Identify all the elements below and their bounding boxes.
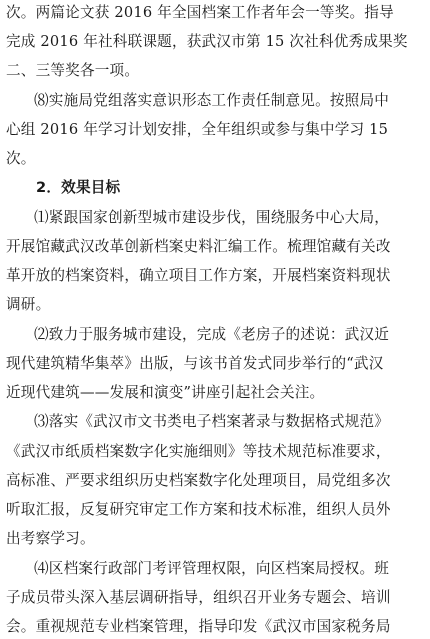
text-line: 心组 2016 年学习计划安排，全年组织或参与集中学习 15 [6, 121, 389, 138]
text-line: 二、三等奖各一项。 [6, 62, 140, 79]
text-line: 出考察学习。 [6, 530, 95, 547]
text-line: 次。 [6, 150, 36, 167]
text-line: 调研。 [6, 296, 51, 313]
text-line: ⑷区档案行政部门考评管理权限，向区档案局授权。班 [34, 560, 390, 577]
section-heading: 2．效果目标 [36, 179, 121, 196]
text-line: 开展馆藏武汉改革创新档案史料汇编工作。梳理馆藏有关改 [6, 238, 391, 255]
text-line: 《武汉市纸质档案数字化实施细则》等技术规范标准要求， [6, 443, 391, 460]
text-line: 高标准、严要求组织历史档案数字化处理项目，局党组多次 [6, 472, 391, 489]
text-line: 次。两篇论文获 2016 年全国档案工作者年会一等奖。指导 [6, 4, 394, 21]
text-line: ⑶落实《武汉市文书类电子档案著录与数据格式规范》 [34, 413, 390, 430]
text-line: 完成 2016 年社科联课题，获武汉市第 15 次社科优秀成果奖 [6, 33, 408, 50]
text-line: ⑴紧跟国家创新型城市建设步伐，围绕服务中心大局， [34, 209, 390, 226]
text-line: 听取汇报，反复研究审定工作方案和技术标准，组织人员外 [6, 501, 391, 518]
text-line: ⑻实施局党组落实意识形态工作责任制意见。按照局中 [34, 92, 390, 109]
text-line: ⑵致力于服务城市建设，完成《老房子的述说：武汉近 [34, 326, 390, 343]
text-line: 革开放的档案资料，确立项目工作方案，开展档案资料现状 [6, 267, 391, 284]
text-line: 现代建筑精华集萃》出版，与该书首发式同步举行的“武汉 [6, 355, 384, 372]
text-line: 子成员带头深入基层调研指导，组织召开业务专题会、培训 [6, 589, 391, 606]
text-line: 近现代建筑——发展和演变”讲座引起社会关注。 [6, 384, 325, 401]
text-line: 会。重视规范专业档案管理，指导印发《武汉市国家税务局 [6, 618, 391, 635]
